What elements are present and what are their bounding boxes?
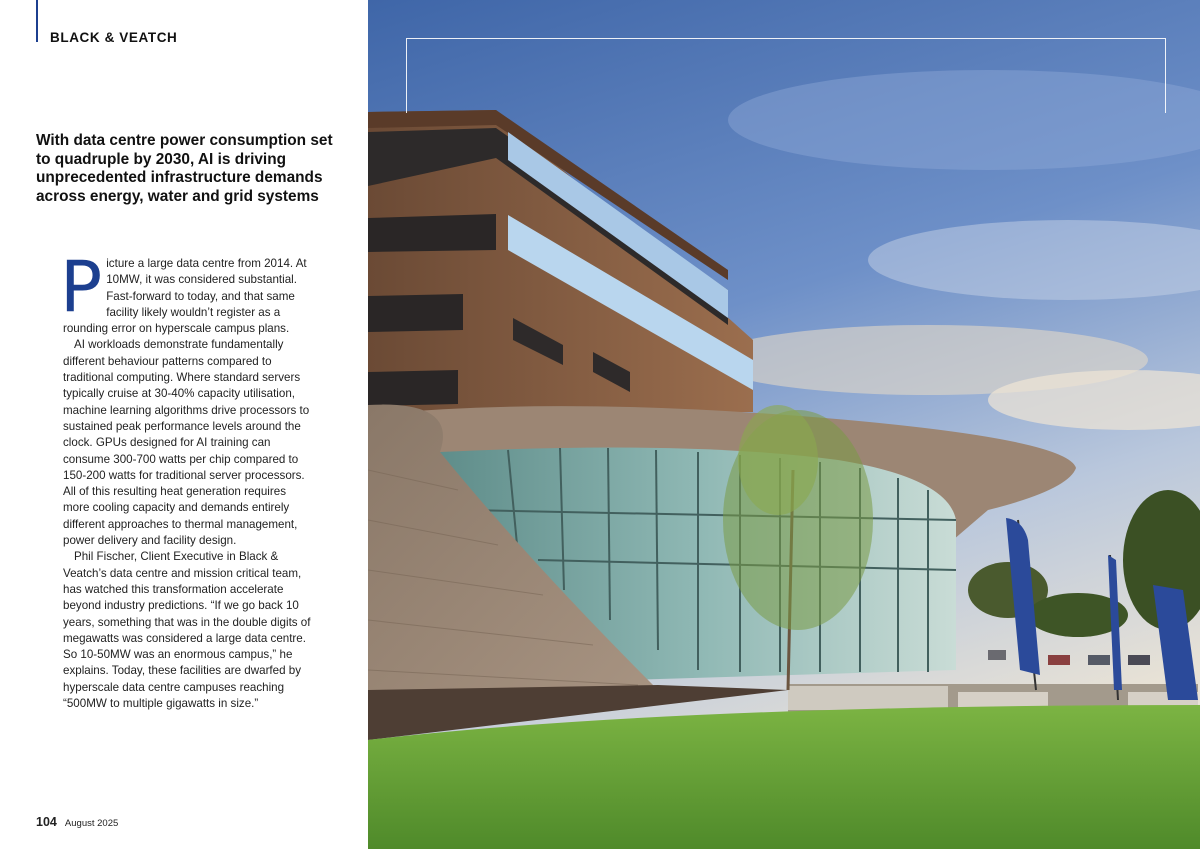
photo-illustration (368, 0, 1200, 849)
paragraph-1-text: icture a large data centre from 2014. At 10MW, it was considered substantial. Fast-forward to today, and that same facility likely wouldn’t register as a rounding error on hyperscale campus plans. (63, 257, 307, 336)
bench (788, 686, 948, 710)
bench (958, 692, 1048, 708)
paragraph-2: AI workloads demonstrate fundamentally different behaviour patterns compared to traditional computing. Where standard servers typically cruise at 30-40% capacity utilisation, machine learning algorithms drive processors to sustained peak performance levels around the clock. GPUs designed for AI training can consume 300-700 watts per chip compared to 150-200 watts for traditional server processors. All of this resulting heat generation requires more cooling capacity and demands entirely different approaches to thermal management, power delivery and facility design. (63, 338, 310, 548)
window-band (368, 370, 458, 406)
paragraph-1 (60, 246, 313, 337)
accent-line (36, 0, 38, 42)
article-headline: With data centre power consumption set to quadruple by 2030, AI is driving unprecedented infrastructure demands across energy, water and grid systems (36, 132, 333, 205)
window-band (368, 294, 463, 332)
page-number: 104 (36, 815, 57, 829)
window-band (368, 214, 496, 252)
building-photo (368, 0, 1200, 849)
drop-cap: P (60, 246, 103, 328)
article-body (60, 246, 313, 712)
page-footer (36, 815, 118, 829)
paragraph-3: Phil Fischer, Client Executive in Black & Veatch’s data centre and mission critical team, has watched this transformation accelerate beyond industry predictions. “If we go back 10 years, something that was in the double digits of megawatts was considered a large data centre. So 10-50MW was an enormous campus,” he explains. Today, these facilities are dwarfed by hyperscale data centre campuses reaching “500MW to multiple gigawatts in size.” (63, 550, 311, 711)
issue-date: August 2025 (64, 818, 119, 829)
brand-label: BLACK & VEATCH (50, 30, 178, 45)
article-column (0, 0, 368, 849)
